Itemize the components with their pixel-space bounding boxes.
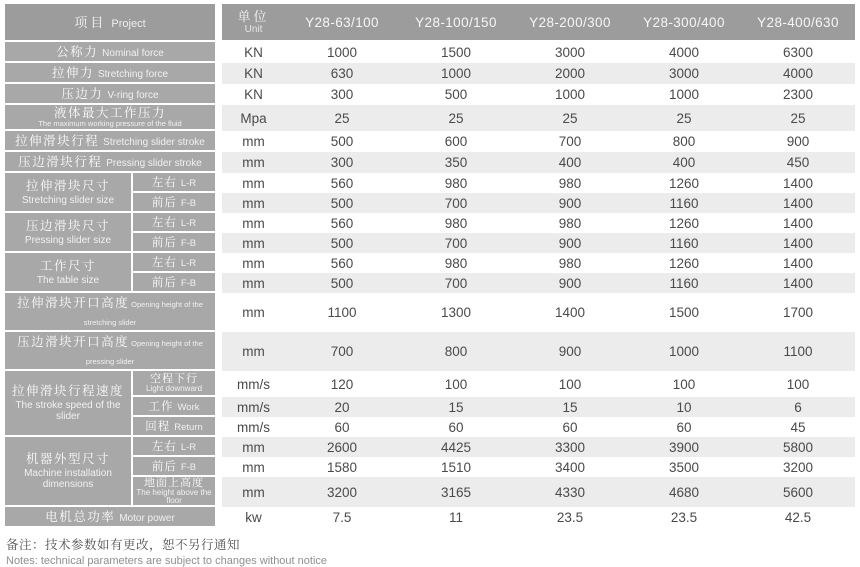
value-cell: 45 [741, 417, 855, 437]
value-cell: 1000 [285, 42, 399, 63]
value-cell: 1000 [513, 84, 627, 105]
row-sub-label [131, 173, 222, 193]
value-cell: 20 [285, 397, 399, 417]
unit-cell: mm/s [222, 371, 285, 397]
value-cell: 450 [741, 152, 855, 173]
row-label-zh: 压边滑块行程 [18, 155, 103, 169]
row-sub-en: L-R [180, 218, 197, 229]
notes-en: Notes: technical parameters are subject to changes without notice [6, 555, 328, 567]
row-sub-zh: 左右 [151, 441, 177, 453]
row-sub-en: The height above the floor [136, 488, 212, 506]
row-sub-label [131, 371, 222, 397]
value-cell: 700 [399, 193, 513, 213]
header-project-en: Project [111, 18, 146, 30]
row-sub-label [131, 437, 222, 457]
unit-cell: mm [222, 477, 285, 507]
value-cell: 11 [399, 507, 513, 528]
row-label-en: Stretching force [97, 69, 169, 80]
row-label-zh: 拉伸滑块行程 [15, 134, 100, 148]
unit-cell: mm [222, 193, 285, 213]
value-cell: 120 [285, 371, 399, 397]
value-cell: 1160 [627, 273, 741, 293]
value-cell: 3000 [627, 63, 741, 84]
unit-cell: kw [222, 507, 285, 528]
row-label-en: Stretching slider stroke [103, 137, 205, 148]
value-cell: 350 [399, 152, 513, 173]
value-cell: 900 [513, 273, 627, 293]
value-cell: 1000 [627, 84, 741, 105]
table-row [5, 233, 855, 253]
value-cell: 60 [399, 417, 513, 437]
value-cell: 2300 [741, 84, 855, 105]
value-cell: 60 [285, 417, 399, 437]
row-sub-label [131, 417, 222, 437]
unit-cell: mm [222, 332, 285, 371]
unit-cell: KN [222, 63, 285, 84]
row-label-en: Motor power [119, 513, 175, 525]
value-cell: 980 [399, 253, 513, 273]
row-sub-en: L-R [180, 442, 197, 453]
row-label [5, 152, 222, 173]
table-row [5, 131, 855, 152]
row-label-zh: 公称力 [56, 45, 99, 59]
row-sub-en: F-B [180, 278, 197, 289]
value-cell: 1300 [399, 293, 513, 332]
value-cell: 980 [513, 213, 627, 233]
table-row [5, 193, 855, 213]
table-row [5, 457, 855, 477]
row-sub-label [131, 233, 222, 253]
row-group-en: Machine installation dimensions [24, 467, 112, 491]
header-model: Y28-300/400 [627, 4, 741, 42]
value-cell: 7.5 [285, 507, 399, 528]
header-project [5, 4, 222, 42]
row-label-en: Opening height of the stretching slider [83, 300, 203, 327]
value-cell: 3200 [741, 457, 855, 477]
row-label [5, 84, 222, 105]
row-sub-label [131, 193, 222, 213]
row-sub-en: Work [177, 402, 200, 413]
row-group-en: The table size [36, 274, 100, 286]
value-cell: 3400 [513, 457, 627, 477]
value-cell: 560 [285, 213, 399, 233]
value-cell: 630 [285, 63, 399, 84]
value-cell: 700 [285, 332, 399, 371]
row-sub-zh: 前后 [151, 237, 177, 249]
value-cell: 2600 [285, 437, 399, 457]
row-group-label [5, 371, 131, 437]
value-cell: 980 [399, 213, 513, 233]
row-sub-zh: 前后 [151, 461, 177, 473]
spec-table-body [5, 42, 855, 528]
table-row [5, 371, 855, 397]
row-sub-label [131, 273, 222, 293]
row-label-en: Pressing slider stroke [106, 158, 202, 169]
unit-cell: mm [222, 457, 285, 477]
unit-cell: mm/s [222, 417, 285, 437]
value-cell: 60 [627, 417, 741, 437]
row-group-label [5, 213, 131, 253]
value-cell: 1160 [627, 193, 741, 213]
row-sub-en: L-R [180, 178, 197, 189]
row-sub-en: F-B [180, 238, 197, 249]
table-row [5, 213, 855, 233]
value-cell: 700 [513, 131, 627, 152]
header-unit-en: Unit [244, 23, 263, 35]
row-sub-zh: 工作 [148, 401, 174, 413]
row-sub-zh: 左右 [151, 257, 177, 269]
value-cell: 4680 [627, 477, 741, 507]
value-cell: 1400 [741, 193, 855, 213]
row-sub-en: Light downward [145, 384, 203, 394]
row-sub-zh: 前后 [151, 197, 177, 209]
value-cell: 42.5 [741, 507, 855, 528]
value-cell: 1700 [741, 293, 855, 332]
row-sub-en: L-R [180, 258, 197, 269]
row-label [5, 131, 222, 152]
value-cell: 1000 [399, 63, 513, 84]
value-cell: 900 [513, 233, 627, 253]
row-group-label [5, 437, 131, 507]
header-unit-zh: 单位 [237, 8, 270, 24]
unit-cell: mm [222, 173, 285, 193]
table-row [5, 507, 855, 528]
table-row [5, 293, 855, 332]
table-row [5, 253, 855, 273]
value-cell: 900 [741, 131, 855, 152]
row-label-en: The maximum working pressure of the fluid [38, 119, 182, 129]
value-cell: 300 [285, 152, 399, 173]
header-unit [222, 4, 285, 42]
value-cell: 560 [285, 253, 399, 273]
row-group-en: The stroke speed of the slider [15, 399, 121, 423]
row-label [5, 332, 222, 371]
value-cell: 15 [399, 397, 513, 417]
value-cell: 980 [513, 253, 627, 273]
row-label-zh: 液体最大工作压力 [54, 105, 167, 120]
row-group-zh: 机器外型尺寸 [25, 452, 110, 467]
value-cell: 1260 [627, 173, 741, 193]
row-label [5, 105, 222, 131]
row-label-zh: 电机总功率 [45, 510, 116, 525]
value-cell: 100 [513, 371, 627, 397]
value-cell: 2000 [513, 63, 627, 84]
value-cell: 1260 [627, 253, 741, 273]
row-sub-label [131, 253, 222, 273]
row-sub-en: Return [174, 422, 203, 433]
value-cell: 15 [513, 397, 627, 417]
value-cell: 6300 [741, 42, 855, 63]
value-cell: 3300 [513, 437, 627, 457]
row-sub-zh: 地面上高度 [144, 477, 204, 489]
value-cell: 25 [513, 105, 627, 131]
value-cell: 25 [741, 105, 855, 131]
row-label [5, 63, 222, 84]
row-group-zh: 压边滑块尺寸 [25, 218, 110, 233]
value-cell: 3500 [627, 457, 741, 477]
value-cell: 500 [399, 84, 513, 105]
value-cell: 3165 [399, 477, 513, 507]
value-cell: 400 [627, 152, 741, 173]
value-cell: 300 [285, 84, 399, 105]
row-sub-zh: 左右 [151, 177, 177, 189]
value-cell: 4000 [741, 63, 855, 84]
row-label-en: V-ring force [107, 90, 159, 101]
value-cell: 1400 [741, 173, 855, 193]
row-label [5, 42, 222, 63]
value-cell: 60 [513, 417, 627, 437]
value-cell: 900 [513, 332, 627, 371]
row-sub-label [131, 397, 222, 417]
row-label-zh: 拉伸滑块开口高度 [17, 296, 130, 310]
row-label-zh: 压边滑块开口高度 [17, 335, 130, 349]
value-cell: 23.5 [513, 507, 627, 528]
spec-table [5, 4, 855, 528]
table-row [5, 273, 855, 293]
row-label-zh: 压边力 [61, 87, 104, 101]
value-cell: 25 [399, 105, 513, 131]
table-row [5, 84, 855, 105]
value-cell: 1400 [741, 213, 855, 233]
value-cell: 4000 [627, 42, 741, 63]
row-label [5, 293, 222, 332]
unit-cell: mm [222, 131, 285, 152]
unit-cell: mm [222, 213, 285, 233]
table-row [5, 332, 855, 371]
header-model: Y28-200/300 [513, 4, 627, 42]
table-row [5, 105, 855, 131]
value-cell: 3000 [513, 42, 627, 63]
notes [6, 537, 860, 567]
unit-cell: mm [222, 293, 285, 332]
value-cell: 500 [285, 273, 399, 293]
value-cell: 800 [399, 332, 513, 371]
value-cell: 980 [399, 173, 513, 193]
table-row [5, 437, 855, 457]
value-cell: 5600 [741, 477, 855, 507]
value-cell: 500 [285, 131, 399, 152]
unit-cell: Mpa [222, 105, 285, 131]
row-sub-en: F-B [180, 198, 197, 209]
value-cell: 6 [741, 397, 855, 417]
value-cell: 700 [399, 273, 513, 293]
value-cell: 400 [513, 152, 627, 173]
row-sub-label [131, 213, 222, 233]
row-group-zh: 工作尺寸 [39, 258, 96, 273]
row-group-en: Pressing slider size [24, 234, 112, 246]
value-cell: 1400 [741, 273, 855, 293]
row-group-zh: 拉伸滑块行程速度 [11, 384, 124, 399]
row-sub-label [131, 457, 222, 477]
unit-cell: mm [222, 273, 285, 293]
value-cell: 560 [285, 173, 399, 193]
row-sub-zh: 回程 [145, 421, 171, 433]
row-group-label [5, 173, 131, 213]
value-cell: 25 [285, 105, 399, 131]
row-label-en: Nominal force [102, 48, 164, 59]
header-model: Y28-63/100 [285, 4, 399, 42]
row-group-en: Stretching slider size [21, 194, 115, 206]
value-cell: 1510 [399, 457, 513, 477]
unit-cell: mm/s [222, 397, 285, 417]
spec-table-header [5, 4, 855, 42]
value-cell: 4425 [399, 437, 513, 457]
value-cell: 1100 [285, 293, 399, 332]
table-row [5, 173, 855, 193]
value-cell: 5800 [741, 437, 855, 457]
value-cell: 4330 [513, 477, 627, 507]
value-cell: 1000 [627, 332, 741, 371]
table-row [5, 63, 855, 84]
value-cell: 1400 [513, 293, 627, 332]
row-sub-zh: 空程下行 [150, 372, 198, 385]
value-cell: 10 [627, 397, 741, 417]
header-model: Y28-100/150 [399, 4, 513, 42]
row-group-zh: 拉伸滑块尺寸 [25, 178, 110, 193]
value-cell: 500 [285, 193, 399, 213]
value-cell: 500 [285, 233, 399, 253]
value-cell: 100 [399, 371, 513, 397]
table-row [5, 42, 855, 63]
value-cell: 700 [399, 233, 513, 253]
row-sub-label [131, 477, 222, 507]
row-sub-zh: 前后 [151, 277, 177, 289]
table-row [5, 397, 855, 417]
table-row [5, 152, 855, 173]
row-label [5, 507, 222, 528]
table-row [5, 417, 855, 437]
unit-cell: mm [222, 253, 285, 273]
value-cell: 1400 [741, 253, 855, 273]
header-model: Y28-400/630 [741, 4, 855, 42]
value-cell: 1400 [741, 233, 855, 253]
table-row [5, 477, 855, 507]
header-project-zh: 项目 [74, 15, 107, 30]
value-cell: 1260 [627, 213, 741, 233]
value-cell: 980 [513, 173, 627, 193]
unit-cell: KN [222, 84, 285, 105]
value-cell: 1100 [741, 332, 855, 371]
unit-cell: mm [222, 233, 285, 253]
value-cell: 23.5 [627, 507, 741, 528]
value-cell: 25 [627, 105, 741, 131]
value-cell: 1500 [399, 42, 513, 63]
value-cell: 3900 [627, 437, 741, 457]
value-cell: 1500 [627, 293, 741, 332]
row-sub-zh: 左右 [151, 217, 177, 229]
unit-cell: mm [222, 437, 285, 457]
value-cell: 1580 [285, 457, 399, 477]
row-group-label [5, 253, 131, 293]
notes-zh: 备注：技术参数如有更改，恕不另行通知 [6, 538, 241, 553]
row-label-en: Opening height of the pressing slider [85, 339, 203, 366]
value-cell: 100 [741, 371, 855, 397]
unit-cell: mm [222, 152, 285, 173]
value-cell: 3200 [285, 477, 399, 507]
value-cell: 900 [513, 193, 627, 213]
value-cell: 800 [627, 131, 741, 152]
unit-cell: KN [222, 42, 285, 63]
row-sub-en: F-B [180, 462, 197, 473]
value-cell: 100 [627, 371, 741, 397]
value-cell: 1160 [627, 233, 741, 253]
row-label-zh: 拉伸力 [51, 66, 94, 80]
header-row [5, 4, 855, 42]
value-cell: 600 [399, 131, 513, 152]
